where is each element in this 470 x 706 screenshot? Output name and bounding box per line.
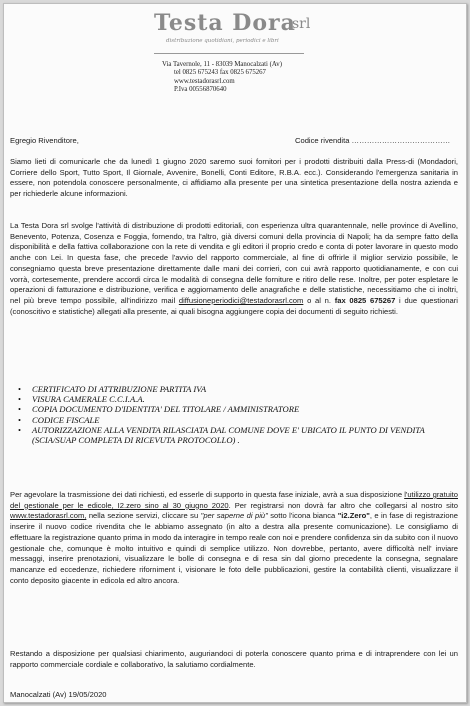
company-tagline: distribuzione quotidiani, periodici e libri (166, 38, 279, 44)
address-website: www.testadorasrl.com (174, 77, 235, 85)
p2-text-2: o al n. (303, 295, 335, 305)
letter-date: Manocalzati (Av) 19/05/2020 (10, 690, 107, 699)
address-phone-fax: tel 0825 675243 fax 0825 675267 (174, 69, 266, 77)
list-item: • CERTIFICATO DI ATTRIBUZIONE PARTITA IVA (18, 384, 458, 394)
paragraph-company (10, 221, 458, 317)
p2-text-3: i due questionari (conoscitivo e statistiche) allegati alla presente, ai quali bisogna aggiungere copia dei documenti di seguito richiesti. (10, 295, 458, 316)
list-item: • CODICE FISCALE (18, 415, 458, 425)
codice-rivendita: Codice rivendita ………………………………… (295, 136, 451, 145)
address-vat: P.Iva 00556870640 (174, 86, 227, 94)
paragraph-intro: Siamo lieti di comunicarle che da lunedì 1 giugno 2020 saremo suoi fornitori per i prodotti distribuiti dalla Press-di (Mondadori, Corriere dello Sport, Tutto Sport, Il Giornale, Avvenire, Bonelli, Conti Editore, R.B.A. ecc.). Considerando l'emergenza sanitaria in essere, non potendola conoscere personalmente, ci affidiamo alla presente per una sintetica presentazione della nostra azienda e per richiederle alcune informazioni. (10, 157, 458, 199)
letter-page (3, 3, 467, 703)
company-logo (154, 10, 394, 36)
logo-suffix: srl (292, 16, 311, 32)
letterhead (154, 10, 394, 44)
paragraph-software (10, 490, 458, 586)
p3-text-3: nella sezione servizi, cliccare su (86, 511, 201, 521)
required-documents-list (18, 384, 458, 445)
email-link[interactable]: diffusioneperiodici@testadorasrl.com (178, 295, 304, 305)
paragraph-closing: Restando a disposizione per qualsiasi chiarimento, auguriandoci di poterla conoscere quanto prima e di intraprendere con lei un rapporto commerciale cordiale e collaborativo, la salutiamo cordialmente. (10, 649, 458, 669)
p3-text-5: , e in fase di registrazione inserire il nuovo codice rivendita che le abbiamo assegnato (in alto a destra alla presente comunicazione). Le consigliamo di effettuare la registrazione quanto prima in modo da interagire in tempo reale con noi e prendere confidenza sin da subito con il nuovo gestionale che, comunque è molto intuitivo e quindi di semplice utilizzo. Non dovrebbe, pertanto, avere difficoltà nell' inviare messaggi, inserire prenotazioni, visualizzare le bolle di consegna e di resa sin dal giorno precedente la consegna, segnalare mancanze ed eccedenze, richiedere riforniment i, visionare le foto delle pubblicazioni, gestire la contabilità clienti, visualizzare il conto deposito giacente in edicola ed altro ancora. (10, 511, 458, 585)
address-street: Via Tavernole, 11 - 83039 Manocalzati (Av) (162, 61, 282, 68)
company-address (162, 61, 342, 95)
list-item: • AUTORIZZAZIONE ALLA VENDITA RILASCIATA DAL COMUNE DOVE E' UBICATO IL PUNTO DI VENDITA (SCIA/SUAP COMPLETA DI RICEVUTA PROTOCOLLO) . (18, 425, 458, 445)
i2zero-label: "i2.Zero" (337, 511, 370, 521)
logo-divider (154, 53, 304, 54)
p2-text-1: La Testa Dora srl svolge l'attività di distribuzione di prodotti editoriali, con esperienza ultra quarantennale, nelle province di Avellino, Benevento, Potenza, Cosenza e Foggia, fornendo, tra l'altro, già diversi comuni della provincia di Napoli; ha da sempre fatto della disponibilità e della fattiva collaborazione con la rete di vendita e gli editori il proprio credo e conta di poter lavorare in questo modo anche con Lei. In questa fase, che precede l'avvio del rapporto commerciale, al fine di offrirle il miglior servizio possibile, le consegniamo questa breve presentazione direttamente dalle mani dei corrieri, con cui avrà rapporto quotidianamente, e con cui vorrà, cortesemente, prendere accordi circa le modalità di consegna delle forniture e ritiro delle rese. Inoltre, per poter espletare le operazioni di fatturazione e distribuzione, verifica e aggiornamento delle anagrafiche e delle statistiche, necessitiamo che ci inoltri, nel più breve tempo possibile, all'indirizzo mail (10, 221, 458, 305)
greeting: Egregio Rivenditore, (10, 136, 79, 145)
fax-number: fax 0825 675267 (334, 295, 396, 305)
free-offer: l'utilizzo gratuito del gestionale per le edicole, I2.zero sino al 30 giugno 2020 (10, 490, 458, 510)
logo-name: Testa Dora (154, 10, 296, 36)
per-saperne-label: "per saperne di più" (200, 511, 268, 521)
p3-text-1: Per agevolare la trasmissione dei dati richiesti, ed esserle di supporto in questa fase iniziale, avrà a sua disposizione (10, 490, 405, 499)
website-link[interactable]: www.testadorasrl.com, (10, 511, 87, 521)
p3-text-4: sotto l'icona bianca (267, 511, 338, 521)
p3-text-2: . Per registrarsi non dovrà far altro che collegarsi al nostro sito (228, 500, 458, 510)
list-item: • VISURA CAMERALE C.C.I.A.A. (18, 394, 458, 404)
list-item: • COPIA DOCUMENTO D'IDENTITA' DEL TITOLARE / AMMINISTRATORE (18, 404, 458, 414)
